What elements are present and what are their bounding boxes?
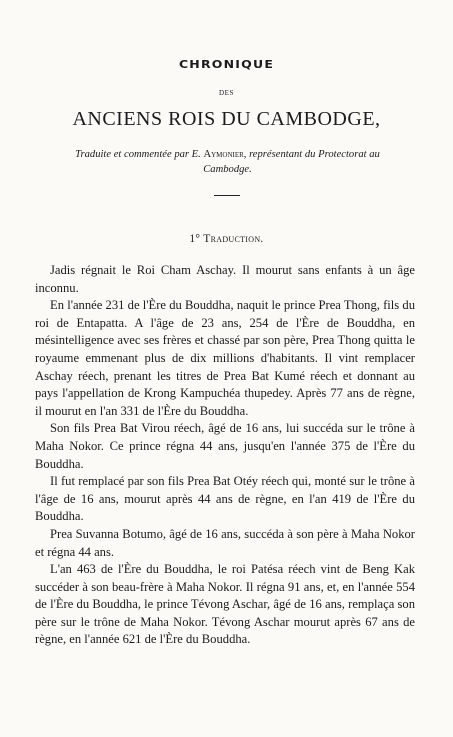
chronique-heading: CHRONIQUE bbox=[178, 58, 275, 71]
paragraph: Son fils Prea Bat Virou réech, âgé de 16 ans, lui succéda sur le trône à Maha Nokor. Ce prince régna 44 ans, jusqu'en l'année 375 de l'Ère du Bouddha. bbox=[35, 421, 415, 471]
page-title: ANCIENS ROIS DU CAMBODGE, bbox=[72, 108, 381, 130]
byline-prefix: Traduite et commentée par E. bbox=[75, 149, 204, 160]
divider-rule bbox=[214, 195, 240, 196]
body-text bbox=[35, 262, 415, 649]
paragraph: En l'année 231 de l'Ère du Bouddha, naquit le prince Prea Thong, fils du roi de Entapatta. A l'âge de 23 ans, 254 de l'Ère de Bouddha, en mésintelligence avec ses frères et chassé par son père, Prea Thong quitta le royaume emmenant plus de dix millions d'habitants. Il vint remplacer Aschay réech, prenant les titres de Prea Bat Kumé réech et donnant au pays l'appellation de Krong Kampuchéa thupedey. Après 77 ans de règne, il mourut en l'an 331 de l'Ère du Bouddha. bbox=[35, 298, 415, 418]
byline bbox=[70, 147, 385, 177]
paragraph: L'an 463 de l'Ère du Bouddha, le roi Patésa réech vint de Beng Kak succéder à son beau-frère à Maha Nokor. Il régna 91 ans, et, en l'année 554 de l'Ère du Bouddha, le prince Tévong Aschar, âgé de 16 ans, remplaça son père sur le trône de Maha Nokor. Tévong Aschar mourut après 67 ans de règne, en l'année 621 de l'Ère du Bouddha. bbox=[35, 562, 415, 647]
paragraph: Il fut remplacé par son fils Prea Bat Otéy réech qui, monté sur le trône à l'âge de 16 ans, mourut après 44 ans de règne, en l'an 419 de l'Ère du Bouddha. bbox=[35, 474, 415, 524]
paragraph: Prea Suvanna Botumo, âgé de 16 ans, succéda à son père à Maha Nokor et régna 44 ans. bbox=[35, 526, 415, 559]
section-heading: 1° Traduction. bbox=[189, 233, 264, 245]
author-name: Aymonier bbox=[203, 149, 244, 160]
paragraph: Jadis régnait le Roi Cham Aschay. Il mourut sans enfants à un âge inconnu. bbox=[35, 263, 415, 295]
byline-suffix: , représentant du Protectorat au Cambodge. bbox=[203, 149, 380, 175]
des-label: DES bbox=[218, 89, 235, 97]
